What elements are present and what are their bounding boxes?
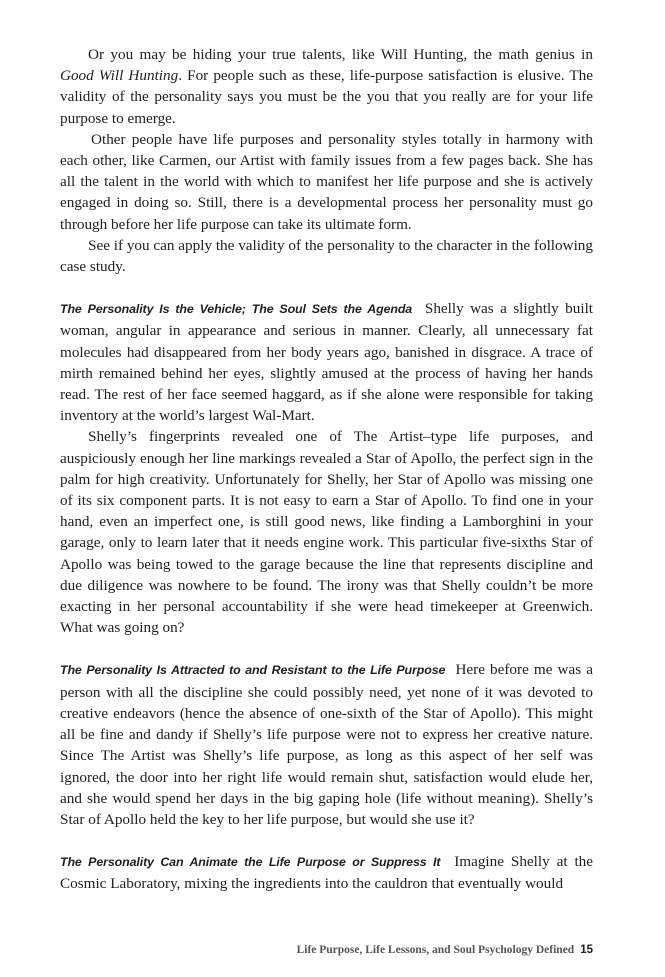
section-paragraph: [60, 659, 593, 830]
film-title: Good Will Hunting: [60, 67, 179, 85]
page-footer: [297, 944, 593, 956]
page-body: [60, 44, 593, 895]
section-heading: The Personality Is Attracted to and Resistant to the Life Purpose: [60, 663, 446, 678]
section-text: Shelly was a slightly built woman, angular in appearance and serious in manner. Clearly, all unnecessary fat molecules had disappeared from her body years ago, banished in disgrace. A trace of mirth remained behind her eyes, slightly amused at the process of having her hands read. The rest of her face seemed haggard, as if she alone were responsible for taking inventory at the world’s largest Wal-Mart.: [60, 300, 594, 425]
paragraph: Other people have life purposes and personality styles totally in harmony with each other, like Carmen, our Artist with family issues from a few pages back. She has all the talent in the world with which to manifest her life purpose and she is actively engaged in doing so. Still, there is a developmental process her personality must go through before her life purpose can take its ultimate form.: [60, 130, 593, 233]
page-number: 15: [580, 944, 593, 956]
running-title: Life Purpose, Life Lessons, and Soul Psychology Defined: [296, 944, 575, 956]
paragraph: See if you can apply the validity of the personality to the character in the following case study.: [60, 236, 593, 276]
paragraph: Shelly’s fingerprints revealed one of The Artist–type life purposes, and auspiciously enough her line markings revealed a Star of Apollo, the perfect sign in the palm for high creativity. Unfortunately for Shelly, her Star of Apollo was missing one of its six component parts. It is not easy to earn a Star of Apollo. To find one in your hand, even an imperfect one, is still good news, like finding a Lamborghini in your garage, only to learn later that it needs engine work. This particular five-sixths Star of Apollo was being towed to the garage because the line that represents discipline and due diligence was nowhere to be found. The irony was that Shelly couldn’t be more exacting in her personal accountability if she were head timekeeper at Greenwich. What was going on?: [60, 428, 593, 637]
section-heading: The Personality Is the Vehicle; The Soul Sets the Agenda: [60, 302, 413, 317]
section-text: Imagine Shelly at the Cosmic Laboratory, mixing the ingredients into the cauldron that eventually would: [60, 853, 594, 893]
section-paragraph: [60, 298, 593, 426]
paragraph: [60, 44, 593, 129]
paragraph-text: Or you may be hiding your true talents, like Will Hunting, the math genius in: [88, 46, 593, 63]
section-heading: The Personality Can Animate the Life Purpose or Suppress It: [60, 855, 441, 870]
section-paragraph: [60, 851, 593, 894]
section-text: Here before me was a person with all the discipline she could possibly need, yet none of it was devoted to creative endeavors (hence the absence of one-sixth of the Star of Apollo). This might all be fine and dandy if Shelly’s life purpose were not to express her creative nature. Since The Artist was Shelly’s life purpose, as long as this aspect of her self was ignored, the door into her right life would remain shut, satisfaction would elude her, and she would spend her days in the big gaping hole (life without meaning). Shelly’s Star of Apollo held the key to her life purpose, but would she use it?: [60, 661, 593, 828]
paragraph-text: . For people such as these, life-purpose satisfaction is elusive. The validity of the personality says you must be the you that you really are for your life purpose to emerge.: [60, 67, 593, 127]
